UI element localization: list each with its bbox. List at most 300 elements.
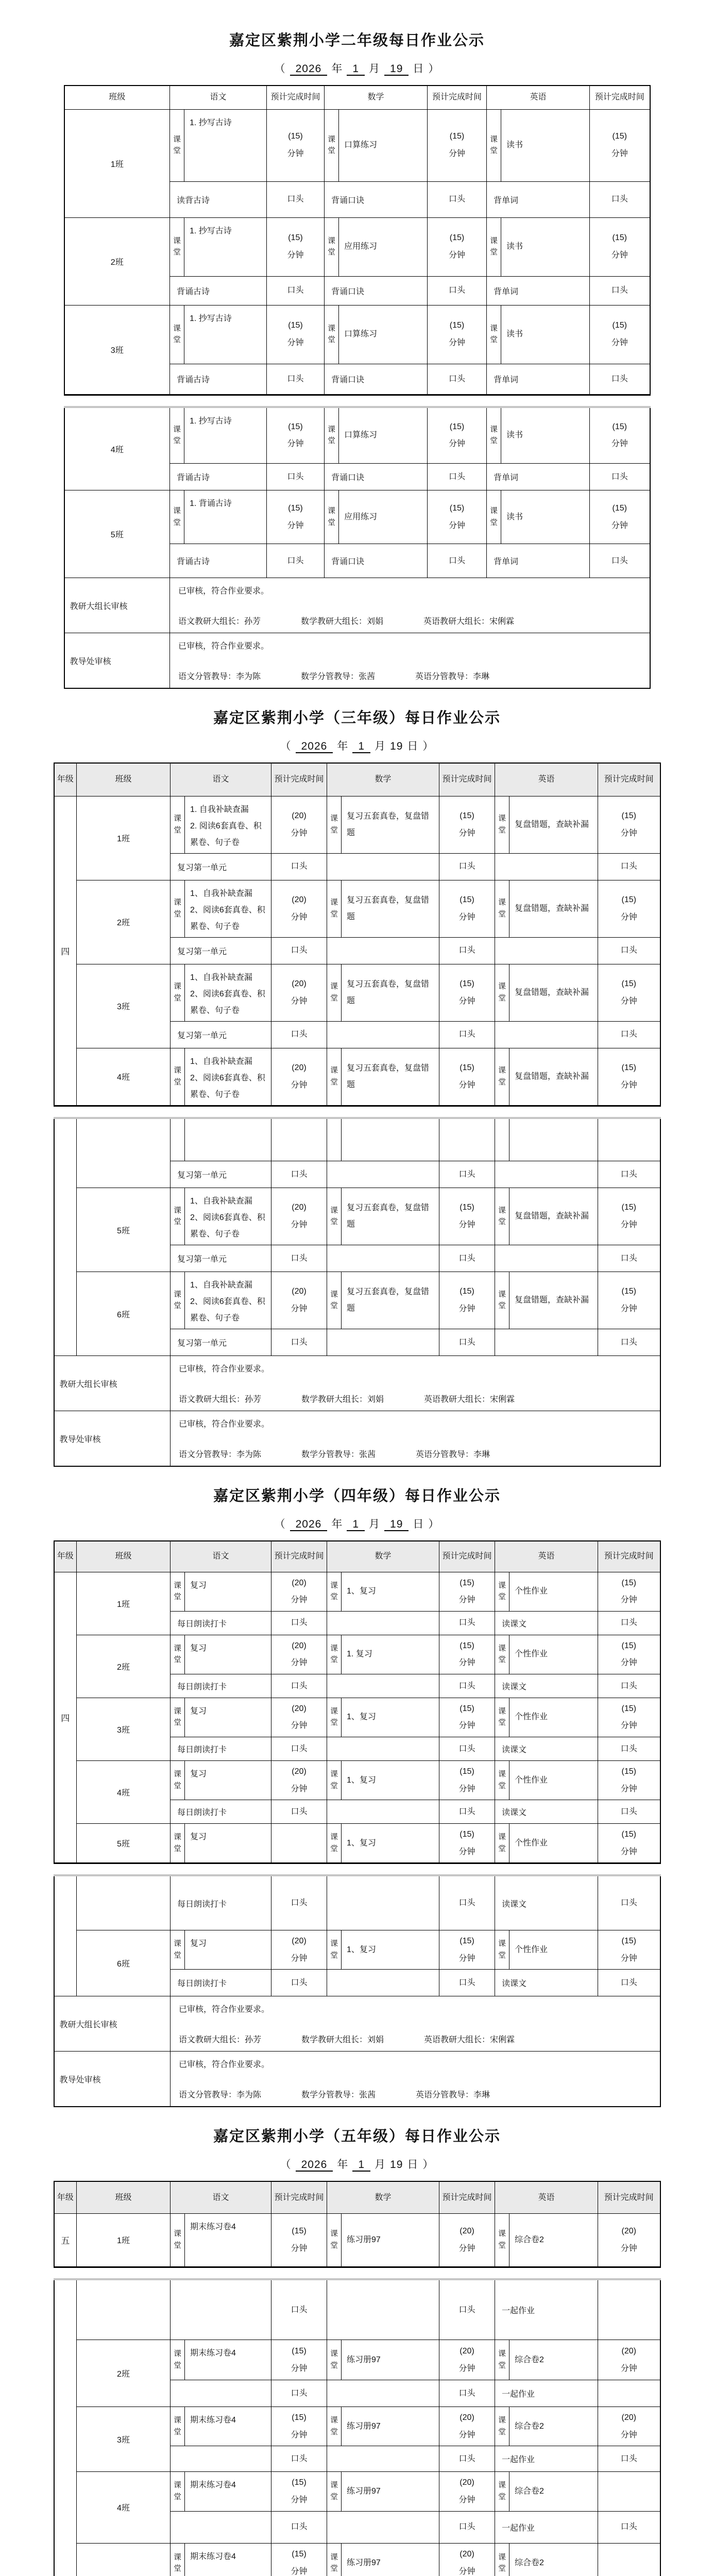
header-cell: 预计完成时间 — [598, 1541, 660, 1572]
classroom-label: 课堂 — [327, 1698, 342, 1737]
time-value: (15) — [292, 2550, 307, 2559]
work-text: 复盘错题，查缺补漏 — [515, 988, 589, 997]
time-unit: 分钟 — [620, 1080, 637, 1090]
class-cell: 1班 — [77, 1572, 171, 1635]
english-work-cell — [509, 1698, 598, 1737]
english-work-cell — [509, 2472, 598, 2511]
work-text: 练习册97 — [347, 2421, 381, 2431]
time-unit: 分钟 — [620, 1596, 637, 1605]
english-work-cell — [509, 1188, 598, 1245]
classroom-label: 课堂 — [495, 1272, 509, 1329]
work-text: 读书 — [506, 330, 523, 338]
time-cell — [439, 2472, 495, 2511]
time-cell — [598, 1048, 660, 1106]
date-year: 2026 — [296, 2159, 333, 2172]
time-cell — [428, 490, 487, 544]
time-unit: 分钟 — [291, 996, 308, 1006]
oral-work-cell: 背单词 — [487, 464, 590, 490]
time-value: (20) — [292, 1767, 307, 1776]
english-work-cell — [509, 1635, 598, 1674]
time-value: (20) — [292, 1578, 307, 1587]
time-unit: 分钟 — [458, 828, 475, 838]
chinese-work-cell — [185, 880, 271, 937]
classroom-label: 课堂 — [495, 1698, 509, 1737]
time-value: (15) — [460, 1287, 474, 1296]
oral-work-cell — [327, 1970, 439, 1996]
time-unit: 分钟 — [291, 1596, 308, 1605]
classroom-label: 课堂 — [327, 1188, 342, 1245]
class-cell: 4班 — [77, 1048, 171, 1106]
oral-work-cell — [327, 1737, 439, 1761]
time-cell — [590, 217, 650, 276]
time-cell — [271, 964, 327, 1021]
homework-table-grade5-part2 — [54, 2278, 661, 2576]
time-value: (15) — [460, 1936, 474, 1945]
grade-cell — [54, 1875, 77, 1996]
header-cell: 预计完成时间 — [439, 1541, 495, 1572]
classroom-label: 课堂 — [495, 1824, 509, 1863]
oral-time-cell: 口头 — [271, 1674, 327, 1698]
classroom-label: 课堂 — [171, 2213, 185, 2267]
chinese-work-cell — [185, 1635, 271, 1674]
oral-work-cell — [327, 2279, 439, 2340]
oral-work-cell: 背诵古诗 — [170, 276, 267, 305]
time-cell — [271, 2340, 327, 2380]
header-cell: 语文 — [171, 1541, 271, 1572]
classroom-label: 课堂 — [325, 305, 339, 364]
date-part: （ — [274, 1518, 286, 1530]
review-content-cell — [171, 1356, 660, 1411]
review-signers — [179, 1448, 652, 1460]
work-text: 练习册97 — [347, 2355, 381, 2364]
classroom-label: 课堂 — [495, 1930, 509, 1969]
math-work-cell — [342, 1824, 439, 1863]
time-value: (20) — [621, 2347, 636, 2356]
oral-time-cell — [598, 2380, 660, 2407]
oral-work-cell: 每日朗读打卡 — [171, 1737, 271, 1761]
time-unit: 分钟 — [448, 439, 465, 449]
header-cell: 预计完成时间 — [428, 86, 487, 109]
oral-work-cell — [327, 1245, 439, 1272]
date-part: （ — [274, 63, 286, 75]
work-text: 2、阅读6套真卷、积累卷、句子卷 — [190, 1213, 265, 1239]
work-text: 1. 复习 — [347, 1650, 372, 1659]
english-work-cell — [501, 305, 590, 364]
class-cell: 4班 — [64, 407, 170, 490]
oral-time-cell: 口头 — [439, 1737, 495, 1761]
work-text: 综合卷2 — [515, 2355, 544, 2364]
work-text: 1、自我补缺查漏 — [190, 1057, 252, 1066]
date-year: 2026 — [290, 63, 328, 76]
chinese-work-cell — [184, 109, 267, 181]
time-unit: 分钟 — [458, 1847, 475, 1856]
classroom-label: 课堂 — [495, 2213, 509, 2267]
oral-work-cell — [495, 1161, 598, 1188]
time-value: (15) — [449, 503, 465, 513]
date-part: 月 — [375, 740, 386, 752]
work-text: 口算练习 — [344, 141, 378, 149]
class-cell: 6班 — [77, 1272, 171, 1356]
class-cell: 3班 — [64, 305, 170, 395]
time-value: (15) — [460, 1704, 474, 1713]
class-cell: 3班 — [77, 1698, 171, 1760]
work-text: 读书 — [506, 512, 523, 521]
review-content-cell — [171, 1996, 660, 2052]
time-cell — [271, 1698, 327, 1737]
classroom-label: 课堂 — [170, 109, 184, 181]
classroom-label: 课堂 — [325, 490, 339, 544]
classroom-label: 课堂 — [327, 2407, 342, 2446]
date-month: 1 — [352, 740, 370, 753]
time-value: (20) — [292, 1203, 307, 1212]
time-cell — [598, 2472, 660, 2511]
chinese-work-cell — [185, 1272, 271, 1329]
time-unit: 分钟 — [287, 149, 304, 158]
chinese-work-cell — [185, 796, 271, 853]
chinese-work-cell — [184, 305, 267, 364]
time-unit: 分钟 — [291, 2567, 308, 2576]
classroom-label: 课堂 — [327, 1930, 342, 1969]
time-value: (15) — [621, 1641, 636, 1650]
work-text: 1、自我补缺查漏 — [190, 973, 252, 982]
header-cell: 预计完成时间 — [271, 2181, 327, 2213]
section-grade4 — [0, 1484, 714, 2107]
reviewer-chinese: 语文分管教导：李为陈 — [179, 2091, 262, 2100]
time-cell — [439, 964, 495, 1021]
work-text: 个性作业 — [515, 1587, 548, 1596]
time-value: (15) — [292, 2347, 307, 2356]
oral-work-cell: 复习第一单元 — [171, 1329, 271, 1356]
oral-time-cell: 口头 — [439, 1800, 495, 1824]
oral-work-cell — [327, 2446, 439, 2472]
work-text: 期末练习卷4 — [190, 2349, 236, 2358]
english-work-cell — [509, 1272, 598, 1329]
review-signers — [179, 2088, 652, 2100]
oral-time-cell: 口头 — [439, 1329, 495, 1356]
time-cell — [439, 2543, 495, 2576]
classroom-label: 课堂 — [327, 964, 342, 1021]
classroom-label: 课堂 — [327, 1761, 342, 1800]
oral-time-cell: 口头 — [271, 1737, 327, 1761]
work-text: 2、阅读6套真卷、积累卷、句子卷 — [190, 1297, 265, 1323]
classroom-label: 课堂 — [495, 1048, 509, 1106]
work-text: 1、自我补缺查漏 — [190, 889, 252, 898]
time-cell — [271, 2407, 327, 2446]
oral-time-cell: 口头 — [590, 464, 650, 490]
work-text: 复习五套真卷，复盘错题 — [347, 1063, 430, 1089]
time-unit: 分钟 — [287, 521, 304, 530]
oral-time-cell: 口头 — [271, 1970, 327, 1996]
header-cell: 预计完成时间 — [598, 763, 660, 796]
work-text: 复习五套真卷，复盘错题 — [347, 1287, 430, 1313]
math-work-cell — [342, 1118, 439, 1161]
time-value: (20) — [292, 1063, 307, 1072]
time-unit: 分钟 — [458, 1221, 475, 1229]
work-text: 读书 — [506, 141, 523, 149]
classroom-label: 课堂 — [171, 964, 185, 1021]
page-title: 嘉定区紫荆小学（三年级）每日作业公示 — [213, 710, 501, 726]
header-cell: 英语 — [495, 763, 598, 796]
date-line — [0, 2156, 714, 2172]
homework-table-grade4-part2 — [54, 1874, 661, 2107]
time-cell — [590, 305, 650, 364]
work-text: 期末练习卷4 — [190, 2416, 236, 2425]
oral-time-cell: 口头 — [267, 464, 325, 490]
review-label-cell: 教导处审核 — [64, 633, 170, 689]
oral-work-cell — [495, 1245, 598, 1272]
work-text: 口算练习 — [344, 431, 378, 440]
math-work-cell — [342, 2340, 439, 2380]
oral-time-cell: 口头 — [598, 1245, 660, 1272]
time-unit: 分钟 — [458, 1080, 475, 1090]
class-cell: 4班 — [77, 2472, 171, 2543]
math-work-cell — [342, 2407, 439, 2446]
work-text: 复习 — [190, 1770, 207, 1779]
time-value: (20) — [292, 895, 307, 904]
time-value: (15) — [292, 2413, 307, 2422]
review-approved-text: 已审核，符合作业要求。 — [178, 642, 269, 651]
time-cell — [439, 796, 495, 853]
class-cell: 3班 — [77, 964, 171, 1048]
header-cell: 班级 — [77, 763, 171, 796]
math-work-cell — [342, 1698, 439, 1737]
header-cell: 数学 — [327, 763, 439, 796]
oral-time-cell: 口头 — [598, 1674, 660, 1698]
chinese-work-cell — [185, 1048, 271, 1106]
english-work-cell — [501, 490, 590, 544]
chinese-work-cell — [185, 2407, 271, 2446]
oral-work-cell: 复习第一单元 — [171, 853, 271, 880]
work-text: 读书 — [506, 431, 523, 440]
time-cell — [439, 880, 495, 937]
class-cell — [77, 1875, 171, 1930]
classroom-label: 课堂 — [495, 964, 509, 1021]
time-unit: 分钟 — [620, 2430, 637, 2439]
oral-time-cell: 口头 — [267, 276, 325, 305]
header-cell: 语文 — [171, 763, 271, 796]
time-unit: 分钟 — [620, 2364, 637, 2373]
classroom-label: 课堂 — [170, 407, 184, 464]
date-day: 19 — [390, 2159, 403, 2171]
math-work-cell — [342, 964, 439, 1021]
classroom-label: 课堂 — [495, 2472, 509, 2511]
time-cell — [598, 2543, 660, 2576]
oral-time-cell: 口头 — [439, 2279, 495, 2340]
work-text: 应用练习 — [344, 242, 378, 251]
classroom-label: 课堂 — [495, 796, 509, 853]
time-unit: 分钟 — [611, 338, 628, 347]
date-part: 月 — [369, 1518, 381, 1530]
review-content-cell — [170, 578, 650, 633]
english-work-cell — [509, 2340, 598, 2380]
classroom-label: 课堂 — [495, 2340, 509, 2380]
oral-time-cell: 口头 — [598, 1875, 660, 1930]
oral-time-cell: 口头 — [428, 464, 487, 490]
time-value: (15) — [288, 321, 303, 330]
time-value: (15) — [288, 132, 303, 141]
review-content-cell — [171, 1411, 660, 1467]
time-cell — [439, 1930, 495, 1969]
time-unit: 分钟 — [448, 149, 465, 158]
date-part: 年 — [337, 740, 349, 752]
review-signers — [179, 1393, 652, 1404]
time-value: (15) — [292, 2478, 307, 2487]
time-unit: 分钟 — [291, 2364, 308, 2373]
classroom-label: 课堂 — [327, 2543, 342, 2576]
time-unit: 分钟 — [291, 828, 308, 838]
math-work-cell — [342, 1572, 439, 1611]
time-value: (20) — [460, 2347, 474, 2356]
time-unit: 分钟 — [620, 912, 637, 922]
class-cell: 1班 — [77, 796, 171, 880]
time-unit: 分钟 — [291, 1658, 308, 1668]
oral-work-cell: 背诵口诀 — [325, 276, 428, 305]
date-part: 年 — [331, 63, 343, 75]
work-text: 1. 背诵古诗 — [190, 499, 232, 508]
date-part: ） — [428, 1518, 440, 1530]
time-value: (15) — [612, 132, 627, 141]
oral-work-cell — [495, 853, 598, 880]
time-value: (20) — [621, 2413, 636, 2422]
classroom-label: 课堂 — [327, 1572, 342, 1611]
review-signers — [178, 670, 641, 682]
oral-work-cell: 读课文 — [495, 1611, 598, 1635]
time-value: (20) — [292, 1287, 307, 1296]
time-unit: 分钟 — [611, 521, 628, 530]
time-value: (15) — [288, 422, 303, 431]
review-content-cell — [170, 633, 650, 689]
date-part: ） — [428, 63, 440, 75]
math-work-cell — [339, 109, 428, 181]
oral-time-cell: 口头 — [271, 1329, 327, 1356]
classroom-label: 课堂 — [171, 2340, 185, 2380]
oral-time-cell: 口头 — [590, 276, 650, 305]
time-cell — [271, 1761, 327, 1800]
classroom-label: 课堂 — [495, 1572, 509, 1611]
time-cell — [271, 1824, 327, 1863]
reviewer-english: 英语教研大组长：宋俐霖 — [424, 1395, 515, 1404]
work-text: 复习五套真卷，复盘错题 — [347, 1204, 430, 1229]
work-text: 复盘错题，查缺补漏 — [515, 820, 589, 829]
oral-work-cell — [327, 1674, 439, 1698]
time-cell — [439, 1824, 495, 1863]
work-text: 期末练习卷4 — [190, 2552, 236, 2561]
oral-time-cell: 口头 — [598, 853, 660, 880]
time-value: (15) — [460, 979, 474, 988]
work-text: 1. 抄写古诗 — [190, 416, 232, 426]
oral-work-cell: 一起作业 — [495, 2511, 598, 2543]
classroom-label: 课堂 — [171, 796, 185, 853]
work-text: 1、复习 — [347, 1587, 376, 1596]
math-work-cell — [342, 1048, 439, 1106]
date-part: 日 — [407, 740, 419, 752]
time-cell — [598, 1930, 660, 1969]
english-work-cell — [501, 109, 590, 181]
time-unit: 分钟 — [458, 2495, 475, 2504]
work-text: 期末练习卷4 — [190, 2222, 236, 2231]
date-part: （ — [280, 740, 292, 752]
oral-time-cell: 口头 — [590, 544, 650, 578]
time-unit: 分钟 — [458, 1596, 475, 1605]
time-unit: 分钟 — [458, 1721, 475, 1731]
classroom-label: 课堂 — [325, 407, 339, 464]
oral-work-cell: 一起作业 — [495, 2446, 598, 2472]
oral-time-cell: 口头 — [598, 1970, 660, 1996]
classroom-label: 课堂 — [325, 217, 339, 276]
time-unit: 分钟 — [291, 1784, 308, 1793]
time-cell — [271, 796, 327, 853]
time-value: (15) — [460, 895, 474, 904]
english-work-cell — [509, 1118, 598, 1161]
oral-time-cell: 口头 — [439, 1611, 495, 1635]
time-cell — [598, 1635, 660, 1674]
date-part: 日 — [407, 2159, 419, 2171]
oral-time-cell: 口头 — [271, 2511, 327, 2543]
time-cell — [439, 2407, 495, 2446]
classroom-label: 课堂 — [171, 2472, 185, 2511]
class-cell: 1班 — [64, 109, 170, 217]
time-unit: 分钟 — [291, 1221, 308, 1229]
classroom-label: 课堂 — [487, 217, 501, 276]
reviewer-chinese: 语文教研大组长：孙芳 — [179, 1395, 262, 1404]
reviewer-english: 英语分管教导：李琳 — [416, 2091, 490, 2100]
english-work-cell — [509, 1572, 598, 1611]
work-text: 期末练习卷4 — [190, 2481, 236, 2490]
time-cell — [598, 1698, 660, 1737]
time-value: (20) — [292, 811, 307, 820]
page-break-gap — [0, 396, 714, 406]
time-cell — [439, 2340, 495, 2380]
section-grade2 — [0, 29, 714, 689]
time-unit: 分钟 — [458, 1304, 475, 1313]
date-day: 19 — [390, 740, 403, 752]
time-value: (15) — [621, 1936, 636, 1945]
oral-work-cell: 背单词 — [487, 364, 590, 395]
work-text: 1、复习 — [347, 1775, 376, 1785]
reviewer-chinese: 语文分管教导：李为陈 — [179, 1450, 262, 1459]
oral-work-cell: 一起作业 — [495, 2279, 598, 2340]
time-cell — [271, 1188, 327, 1245]
header-cell: 英语 — [487, 86, 590, 109]
time-unit: 分钟 — [291, 1721, 308, 1731]
time-unit: 分钟 — [291, 2495, 308, 2504]
time-unit: 分钟 — [458, 2430, 475, 2439]
work-text: 练习册97 — [347, 2558, 381, 2567]
time-unit: 分钟 — [287, 439, 304, 449]
oral-work-cell: 每日朗读打卡 — [171, 1800, 271, 1824]
review-label-cell: 教导处审核 — [54, 1411, 171, 1467]
header-cell: 预计完成时间 — [439, 2181, 495, 2213]
time-cell — [428, 305, 487, 364]
time-unit: 分钟 — [448, 251, 465, 260]
classroom-label-empty — [495, 1118, 509, 1161]
classroom-label: 课堂 — [171, 2543, 185, 2576]
time-value: (15) — [621, 1704, 636, 1713]
chinese-work-cell — [185, 1572, 271, 1611]
english-work-cell — [509, 2213, 598, 2267]
classroom-label: 课堂 — [495, 1761, 509, 1800]
time-unit: 分钟 — [287, 338, 304, 347]
oral-time-cell: 口头 — [439, 1970, 495, 1996]
class-cell: 4班 — [77, 1761, 171, 1824]
math-work-cell — [342, 2543, 439, 2576]
oral-time-cell: 口头 — [598, 937, 660, 964]
time-value: (20) — [460, 2227, 474, 2236]
grade-cell — [54, 2279, 77, 2576]
class-cell: 3班 — [77, 2407, 171, 2472]
time-value: (15) — [621, 1203, 636, 1212]
classroom-label: 课堂 — [171, 880, 185, 937]
